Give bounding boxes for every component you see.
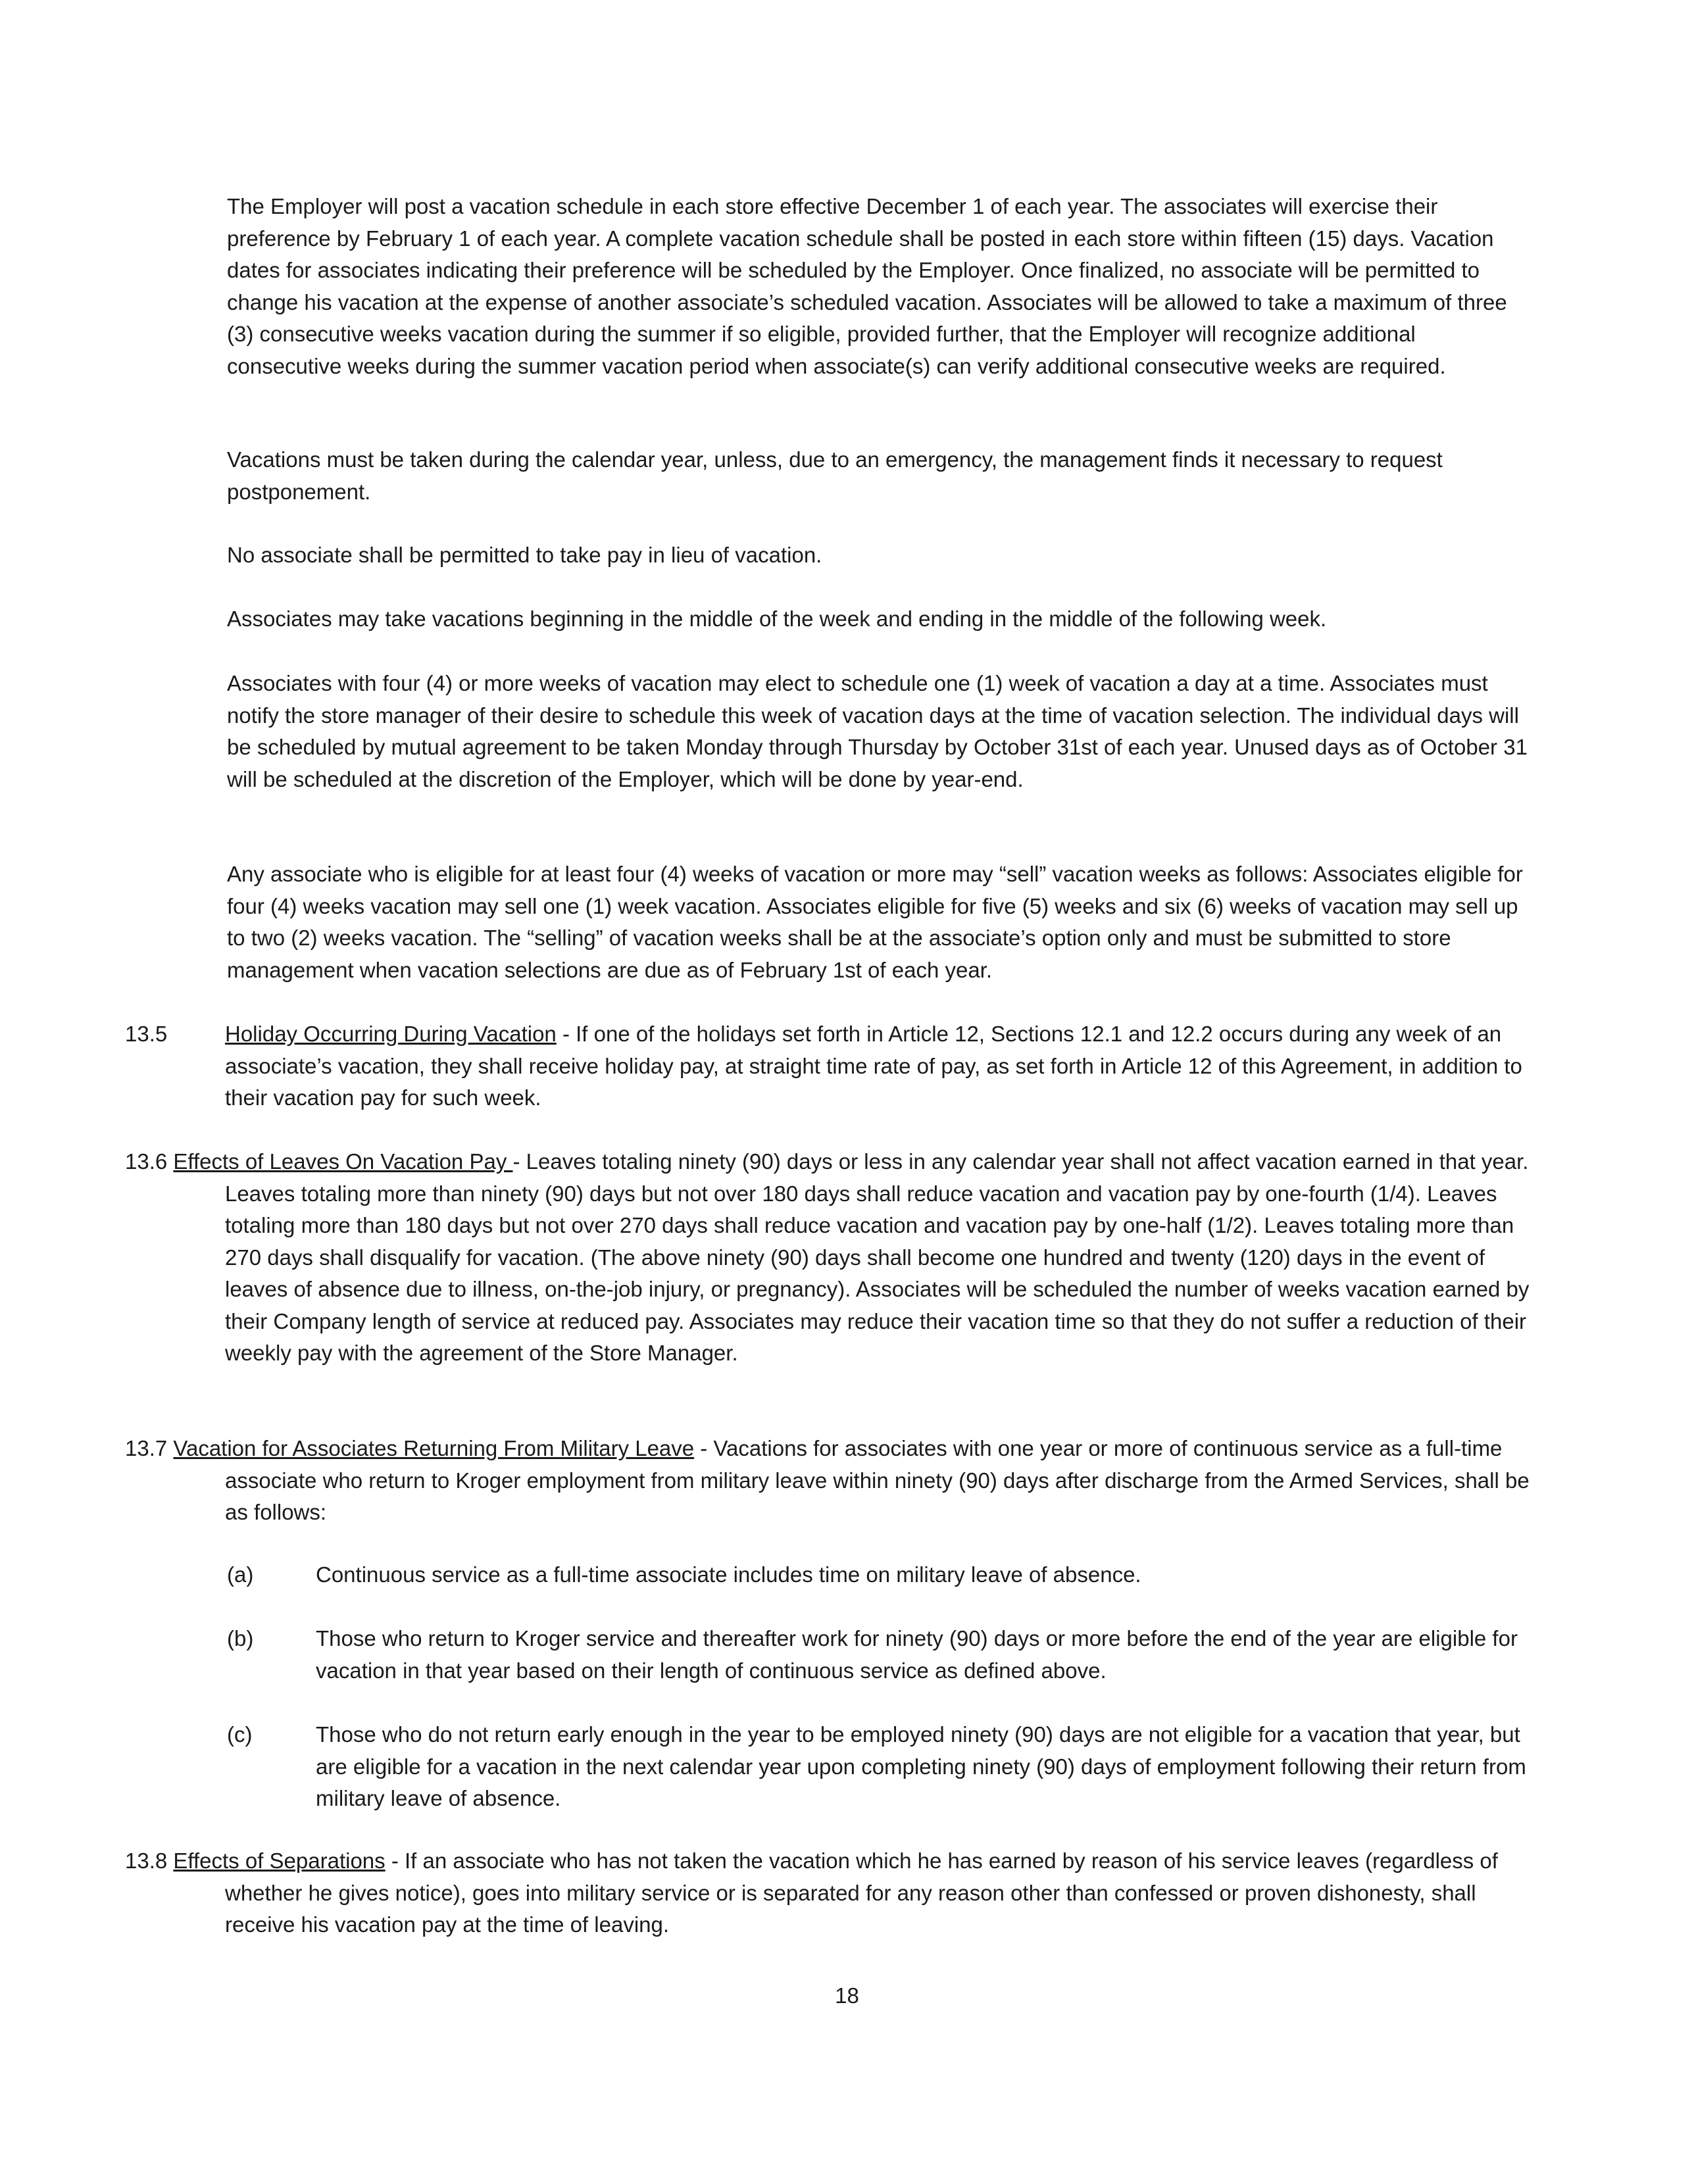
list-item-text: Continuous service as a full-time associate includes time on military leave of absence. — [316, 1562, 1141, 1587]
section-body — [125, 1845, 1539, 1941]
section-13-8 — [125, 1845, 1539, 1941]
list-item-text: Those who do not return early enough in the year to be employed ninety (90) days are not eligible for a vacation that year, but are eligible for a vacation in the next calendar year upon completing ninety (90) days of employment following their return from military leave of absence. — [316, 1722, 1526, 1810]
section-number: 13.8 — [125, 1849, 168, 1873]
list-item-text: Those who return to Kroger service and thereafter work for ninety (90) days or more before the end of the year are eligible for vacation in that year based on their length of continuous service as defined above. — [316, 1626, 1518, 1683]
section-text: - Vacations for associates with one year or more of continuous service as a full-time associate who return to Kroger employment from military leave within ninety (90) days after discharge from the Armed Services, shall be as follows: — [225, 1436, 1530, 1524]
section-number: 13.6 — [125, 1149, 168, 1174]
section-body — [225, 1018, 1539, 1114]
list-item — [227, 1559, 1549, 1591]
section-heading: Vacation for Associates Returning From Military Leave — [173, 1436, 695, 1460]
section-body — [125, 1433, 1539, 1529]
list-item — [227, 1623, 1549, 1687]
section-heading: Holiday Occurring During Vacation — [225, 1022, 557, 1046]
section-13-5 — [125, 1018, 1539, 1114]
section-heading: Effects of Leaves On Vacation Pay — [173, 1149, 513, 1174]
section-13-7 — [125, 1433, 1539, 1529]
section-13-6 — [125, 1146, 1539, 1370]
paragraph-mid-week: Associates may take vacations beginning in the middle of the week and ending in the middle of the following week. — [227, 607, 1327, 631]
paragraph-sell-vacation: Any associate who is eligible for at least four (4) weeks of vacation or more may “sell” vacation weeks as follows: Associates eligible for four (4) weeks vacation may sell one (1) week vacation. Associates eligible for five (5) weeks and six (6) weeks of vacation may sell up to two (2) weeks vacation. The “selling” of vacation weeks shall be at the associate’s option only and must be submitted to store management when vacation selections are due as of February 1st of each year. — [227, 862, 1523, 982]
list-item — [227, 1719, 1549, 1815]
section-number: 13.7 — [125, 1436, 168, 1460]
section-text: - If an associate who has not taken the vacation which he has earned by reason of his service leaves (regardless of whether he gives notice), goes into military service or is separated for any reason other than confessed or proven dishonesty, shall receive his vacation pay at the time of leaving. — [225, 1849, 1498, 1937]
section-number: 13.5 — [125, 1022, 168, 1046]
section-body — [125, 1146, 1539, 1370]
list-item-label: (a) — [227, 1562, 254, 1587]
paragraph-no-pay-in-lieu: No associate shall be permitted to take pay in lieu of vacation. — [227, 543, 822, 567]
section-text: - Leaves totaling ninety (90) days or less in any calendar year shall not affect vacation earned in that year. Leaves totaling more than ninety (90) days but not over 180 days shall reduce vacation and vacation pay by one-fourth (1/4). Leaves totaling more than 180 days but not over 270 days shall reduce vacation and vacation pay by one-half (1/2). Leaves totaling more than 270 days shall disqualify for vacation. (The above ninety (90) days shall become one hundred and twenty (120) days in the event of leaves of absence due to illness, on-the-job injury, or pregnancy). Associates will be scheduled the number of weeks vacation earned by their Company length of service at reduced pay. Associates may reduce their vacation time so that they do not suffer a reduction of their weekly pay with the agreement of the Store Manager. — [225, 1149, 1530, 1365]
page-number: 18 — [835, 1983, 859, 2008]
paragraph-vacation-schedule: The Employer will post a vacation schedule in each store effective December 1 of each year. The associates will exercise their preference by February 1 of each year. A complete vacation schedule shall be posted in each store within fifteen (15) days. Vacation dates for associates indicating their preference will be scheduled by the Employer. Once finalized, no associate will be permitted to change his vacation at the expense of another associate’s scheduled vacation. Associates will be allowed to take a maximum of three (3) consecutive weeks vacation during the summer if so eligible, provided further, that the Employer will recognize additional consecutive weeks during the summer vacation period when associate(s) can verify additional consecutive weeks are required. — [227, 194, 1507, 378]
section-heading: Effects of Separations — [173, 1849, 386, 1873]
section-text: - If one of the holidays set forth in Article 12, Sections 12.1 and 12.2 occurs during any week of an associate’s vacation, they shall receive holiday pay, at straight time rate of pay, as set forth in Article 12 of this Agreement, in addition to their vacation pay for such week. — [225, 1022, 1522, 1110]
list-item-label: (b) — [227, 1626, 254, 1650]
list-item-label: (c) — [227, 1722, 253, 1747]
paragraph-day-at-a-time: Associates with four (4) or more weeks of vacation may elect to schedule one (1) week of vacation a day at a time. Associates must notify the store manager of their desire to schedule this week of vacation days at the time of vacation selection. The individual days will be scheduled by mutual agreement to be taken Monday through Thursday by October 31st of each year. Unused days as of October 31 will be scheduled at the discretion of the Employer, which will be done by year-end. — [227, 671, 1528, 791]
paragraph-calendar-year: Vacations must be taken during the calendar year, unless, due to an emergency, the management finds it necessary to request postponement. — [227, 447, 1443, 504]
